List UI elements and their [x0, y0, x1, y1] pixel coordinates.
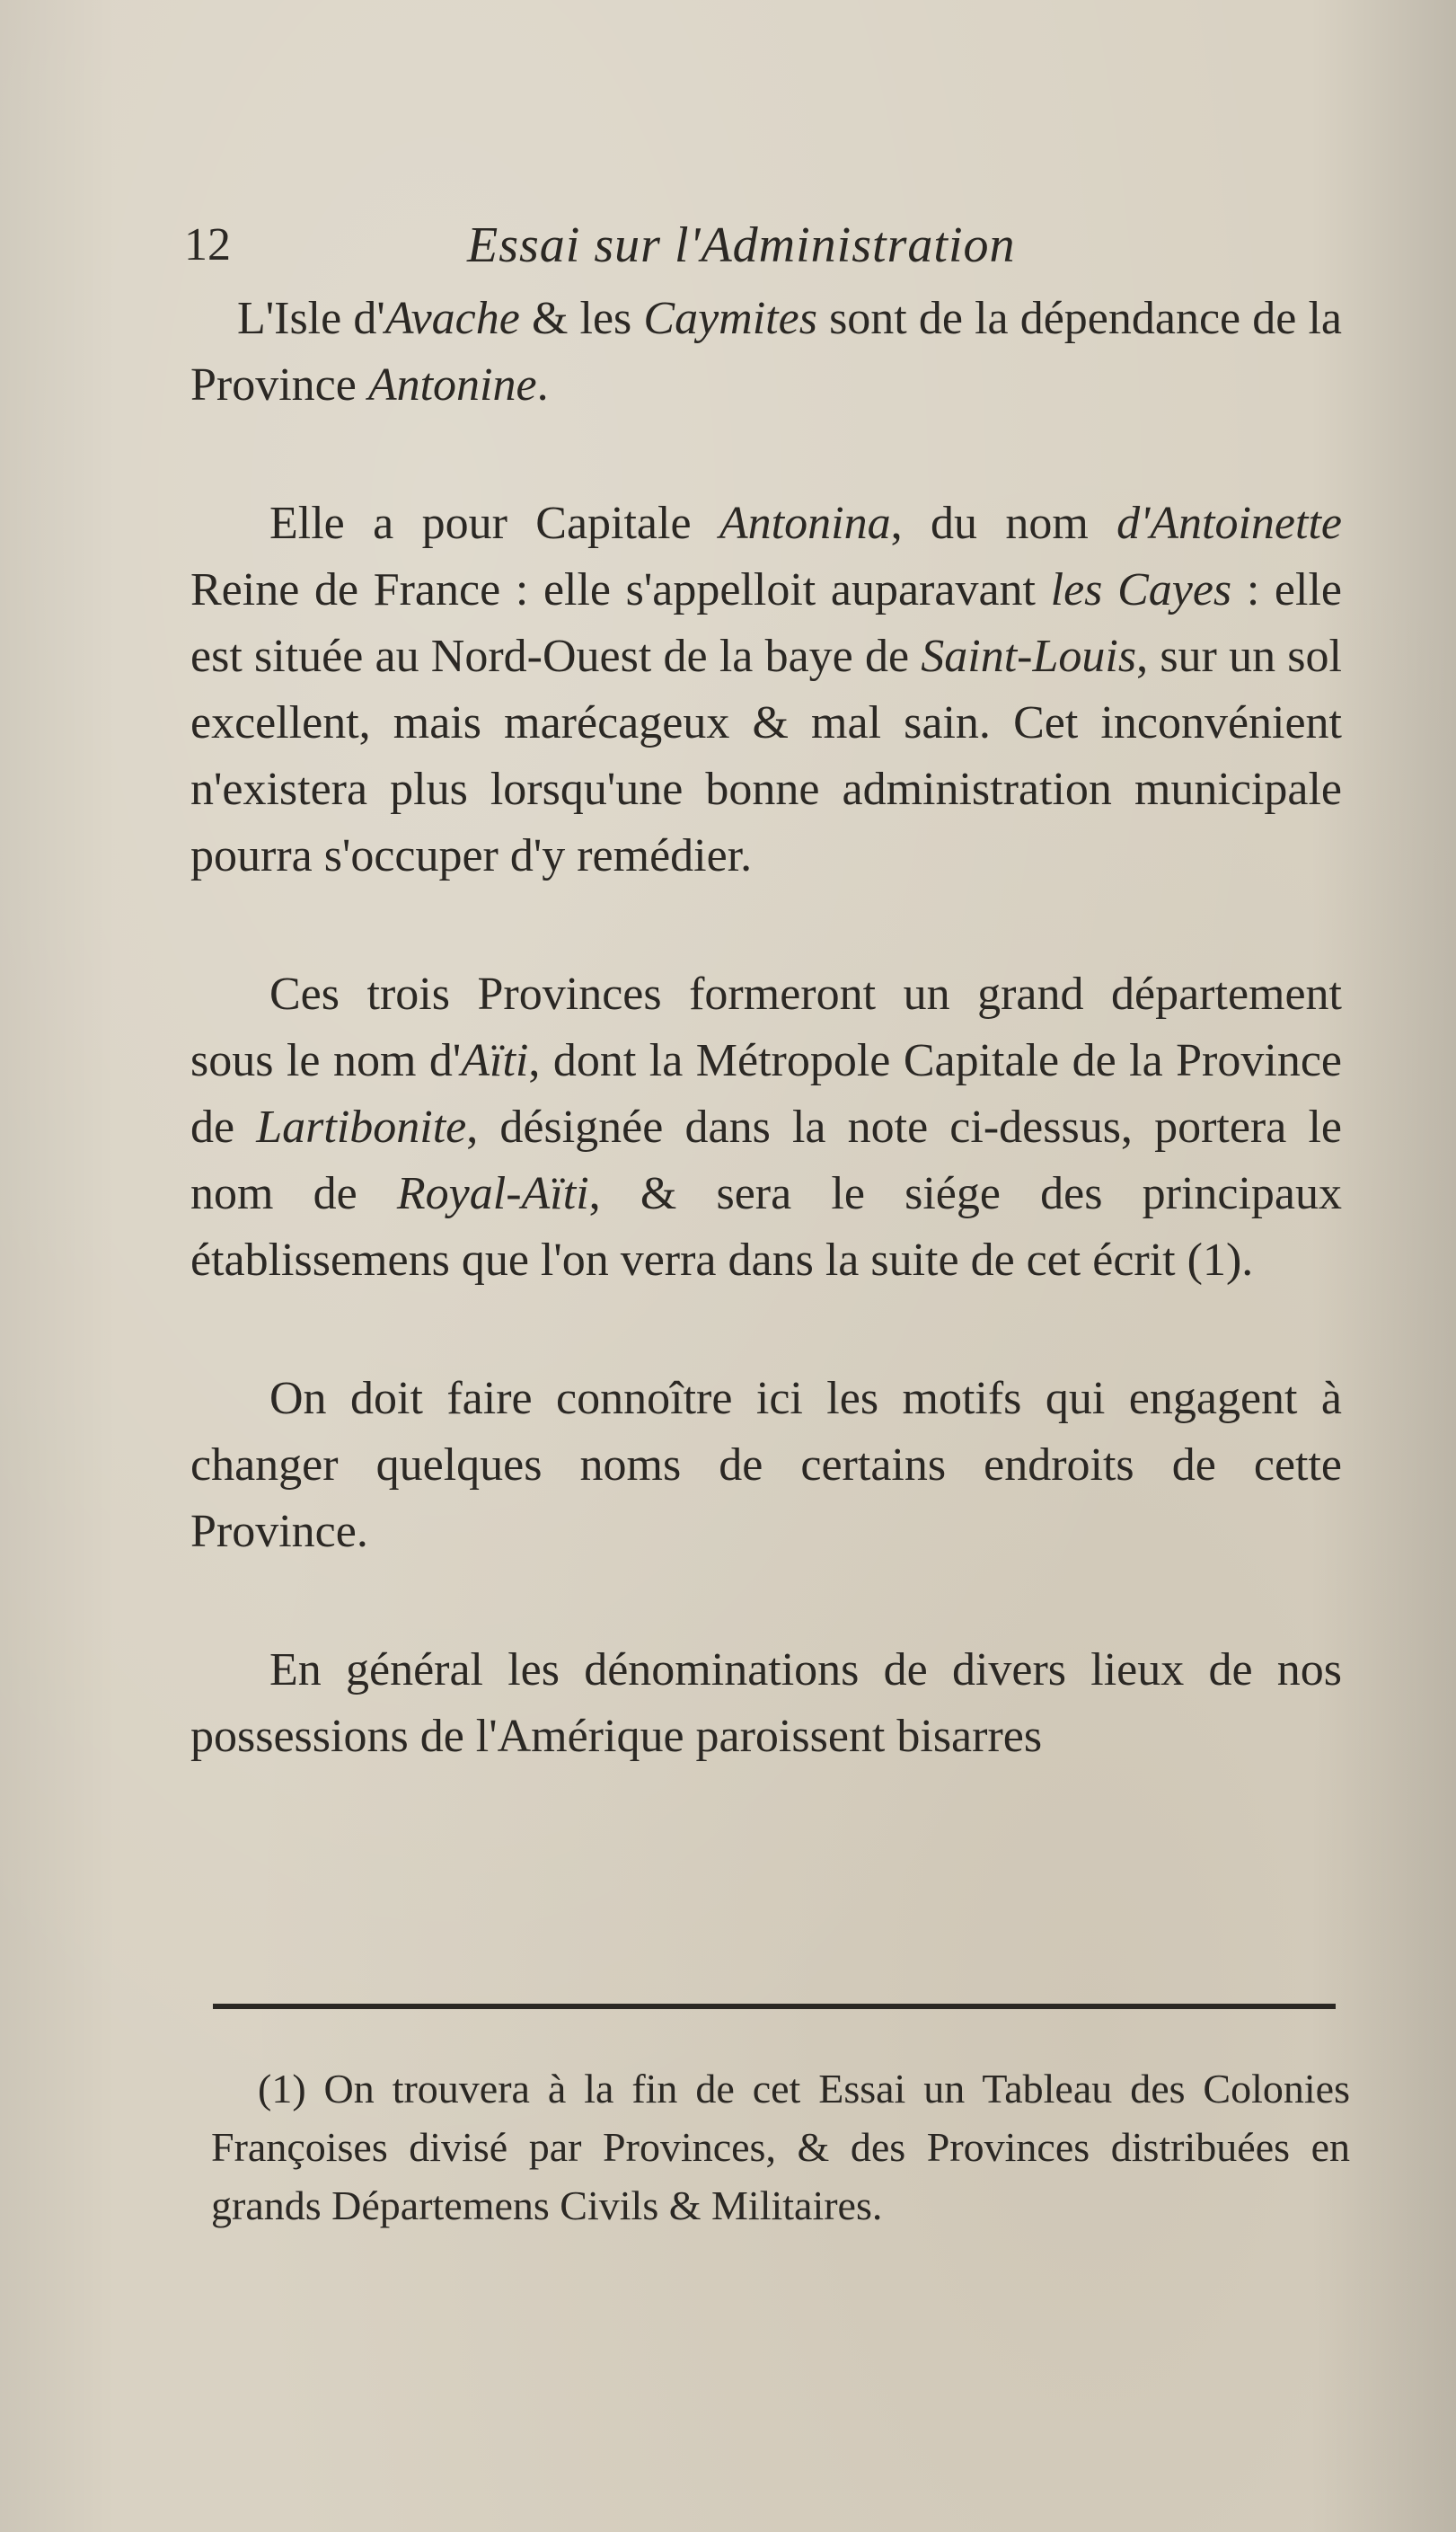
running-title: Essai sur l'Administration [467, 217, 1016, 273]
paragraph [190, 286, 1342, 419]
text-run: & les [519, 293, 644, 344]
italic-term: Antonine [367, 359, 537, 411]
text-run: Reine de France : elle s'appelloit auparavant [190, 564, 1051, 615]
page-header [184, 214, 1334, 277]
text-run: Ces trois Provinces formeront un grand département sous le nom d' [190, 969, 1342, 1086]
paragraph [190, 1637, 1342, 1770]
footnote-divider [213, 2004, 1336, 2009]
text-run: Elle a pour Capitale [269, 498, 719, 549]
paragraph [190, 1366, 1342, 1565]
text-run: , du nom [890, 498, 1117, 549]
italic-term: Lartibonite [256, 1102, 467, 1153]
italic-term: d'Antoinette [1116, 498, 1342, 549]
italic-term: les Cayes [1050, 564, 1232, 615]
italic-term: Aïti [461, 1035, 529, 1086]
text-run: En général les dénominations de divers lieux de nos possessions de l'Amérique paroissent bisarres [190, 1644, 1342, 1762]
italic-term: Royal-Aïti [396, 1168, 589, 1219]
text-run: , dont la Métropole Capitale de la Province de [190, 1035, 1342, 1153]
italic-term: Avache [384, 293, 520, 344]
text-run: , & sera le siége des principaux établissemens que l'on verra dans la suite de cet écrit (1). [190, 1168, 1343, 1286]
footnote: (1) On trouvera à la fin de cet Essai un Tableau des Colonies Françoises divisé par Provinces, & des Provinces distribuées en grands Départemens Civils & Militaires. [211, 2066, 1350, 2228]
text-run: , sur un sol excellent, mais marécageux & mal sain. Cet inconvénient n'existera plus lorsqu'une bonne administration municipale pourra s'occuper d'y remédier. [190, 631, 1342, 881]
text-run: . [536, 359, 549, 411]
page-number: 12 [184, 219, 231, 270]
paragraph [190, 961, 1342, 1294]
text-run: , désignée dans la note ci-dessus, portera le nom de [190, 1102, 1342, 1219]
text-run: sont de la dépendance de la Province [190, 293, 1342, 411]
italic-term: Antonina [719, 498, 891, 549]
text-run: L'Isle d' [237, 293, 385, 344]
italic-term: Saint-Louis [921, 631, 1137, 682]
text-run: On doit faire connoître ici les motifs qui engagent à changer quelques noms de certains endroits de cette Province. [190, 1373, 1342, 1557]
paragraph [190, 491, 1342, 890]
italic-term: Caymites [643, 293, 817, 344]
text-run: : elle est située au Nord-Ouest de la baye de [190, 564, 1342, 682]
body-text [190, 286, 1342, 1770]
